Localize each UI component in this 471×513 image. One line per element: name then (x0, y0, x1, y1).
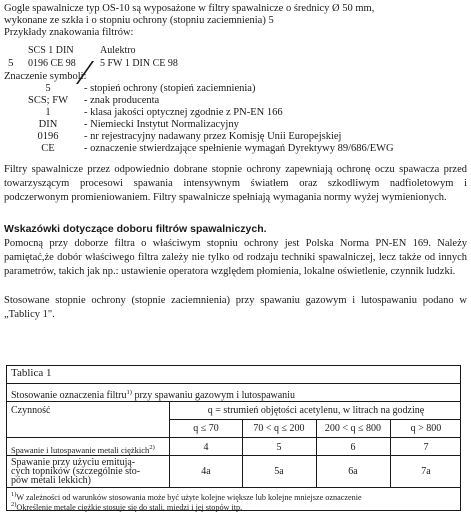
footnote-mark: 2) (11, 501, 17, 508)
value-cell: 5a (274, 466, 284, 477)
marking-right-top: Aulektro (100, 45, 136, 56)
value-cell: 6 (350, 442, 356, 453)
row-label (11, 442, 155, 456)
symbols-heading: Znaczenie symboli: (4, 71, 87, 82)
paragraph-filters: Filtry spawalnicze przez odpowiednio dobrane stopnie ochrony zapewniają ochronę oczu spawacza przed towarzyszącym procesowi spawania intensywnym światłem oraz szkodliwym nadfioletowym i podczerwonym promieniowaniem. Filtry spawalnicze spełniają wymagania normy wyżej wymienionych. (4, 164, 467, 203)
col-q: q = strumień objętości acetylenu, w litrach na godzinę (207, 405, 425, 416)
symbol-desc: - Niemiecki Instytut Normalizacyjny (84, 119, 239, 130)
table-rule (170, 419, 460, 420)
table-title: Tablica 1 (11, 367, 52, 379)
marking-right-bottom: 5 FW 1 DIN CE 98 (100, 58, 178, 69)
section-heading: Wskazówki dotyczące doboru filtrów spawalniczych. (4, 223, 267, 235)
symbol-code: 0196 (37, 131, 59, 142)
footnote-2 (11, 500, 242, 513)
symbol-code: 5 (45, 83, 51, 94)
table-rule (7, 437, 460, 438)
symbol-code: SCS; FW (28, 95, 68, 106)
symbol-desc: - klasa jakości optycznej zgodnie z PN-EN 166 (84, 107, 283, 118)
footnote-mark: 1) (11, 491, 17, 498)
value-cell: 7 (423, 442, 429, 453)
row-label-line: cych topników (szczególnie sto- (11, 466, 141, 477)
row-label-line: Spawanie przy użyciu emitują- (11, 457, 136, 468)
footnote-text: W zależności od warunków stosowania może być użyte kolejne większe lub kolejne mniejsze oznaczenie (16, 493, 362, 502)
table-rule (7, 401, 460, 402)
paragraph-selection: Pomocną przy doborze filtra o właściwym stopniu ochrony jest Polska Norma PN-EN 169. Należy pamiętać,że dobór właściwego filtra zależy nie tylko od rodzaju techniki spawalniczej, lecz także od innych parametrów, takich jak np.: ustawienie operatora względem płomienia, lokalne oświetlenie, czynnik ludzki. (4, 238, 467, 277)
range-cell: q > 800 (410, 423, 442, 434)
table-rule (169, 401, 170, 487)
symbol-desc: - stopień ochrony (stopień zaciemnienia) (84, 83, 256, 94)
marking-left-top: SCS 1 DIN (28, 45, 74, 56)
footnote-ref: 2) (149, 444, 155, 451)
symbol-desc: - znak producenta (84, 95, 160, 106)
range-cell: q ≤ 70 (193, 423, 219, 434)
intro-line-2: wykonane ze szkła i o stopniu ochrony (stopniu zaciemnienia) 5 (4, 15, 274, 26)
table-subtitle-text: przy spawaniu gazowym i lutospawaniu (131, 390, 295, 401)
value-cell: 4 (203, 442, 209, 453)
col-activity: Czynność (11, 405, 51, 416)
value-cell: 4a (201, 466, 211, 477)
symbol-desc: - oznaczenie stwierdzające spełnienie wymagań Dyrektywy 89/686/EWG (84, 143, 394, 154)
range-cell: 200 < q ≤ 800 (324, 423, 382, 434)
footnote-text: Określenie metale ciężkie stosuje się do stali, miedzi i jej stopów itp. (16, 503, 243, 512)
table-rule (7, 487, 460, 488)
paragraph-table-ref: Stosowane stopnie ochrony (stopnie zaciemnienia) przy spawaniu gazowym i lutospawaniu podano w „Tablicy 1". (4, 295, 467, 320)
intro-line-1: Gogle spawalnicze typ OS-10 są wyposażone w filtry spawalnicze o średnicy Ø 50 mm, (4, 3, 375, 14)
marking-shade: 5 (8, 57, 14, 69)
footnote-ref: 1) (126, 389, 132, 396)
value-cell: 5 (276, 442, 282, 453)
symbol-code: 1 (45, 107, 51, 118)
intro-line-3: Przykłady znakowania filtrów: (4, 27, 134, 38)
value-cell: 6a (348, 466, 358, 477)
symbol-code: CE (41, 143, 55, 154)
marking-left-bottom: 0196 CE 98 (28, 58, 76, 69)
table-rule (7, 455, 460, 456)
table-rule (390, 419, 391, 487)
table-1 (6, 365, 461, 511)
table-rule (7, 383, 460, 384)
table-subtitle-text: Stosowanie oznaczenia filtru (11, 390, 127, 401)
row-label-line: pów metali lekkich) (11, 475, 91, 486)
range-cell: 70 < q ≤ 200 (253, 423, 305, 434)
symbol-desc: - nr rejestracyjny nadawany przez Komisję Unii Europejskiej (84, 131, 342, 142)
table-rule (316, 419, 317, 487)
symbol-code: DIN (38, 119, 58, 130)
table-rule (242, 419, 243, 487)
table-subtitle (11, 387, 295, 401)
value-cell: 7a (421, 466, 431, 477)
row-label-text: Spawanie i lutospawanie metali ciężkich (11, 445, 150, 455)
